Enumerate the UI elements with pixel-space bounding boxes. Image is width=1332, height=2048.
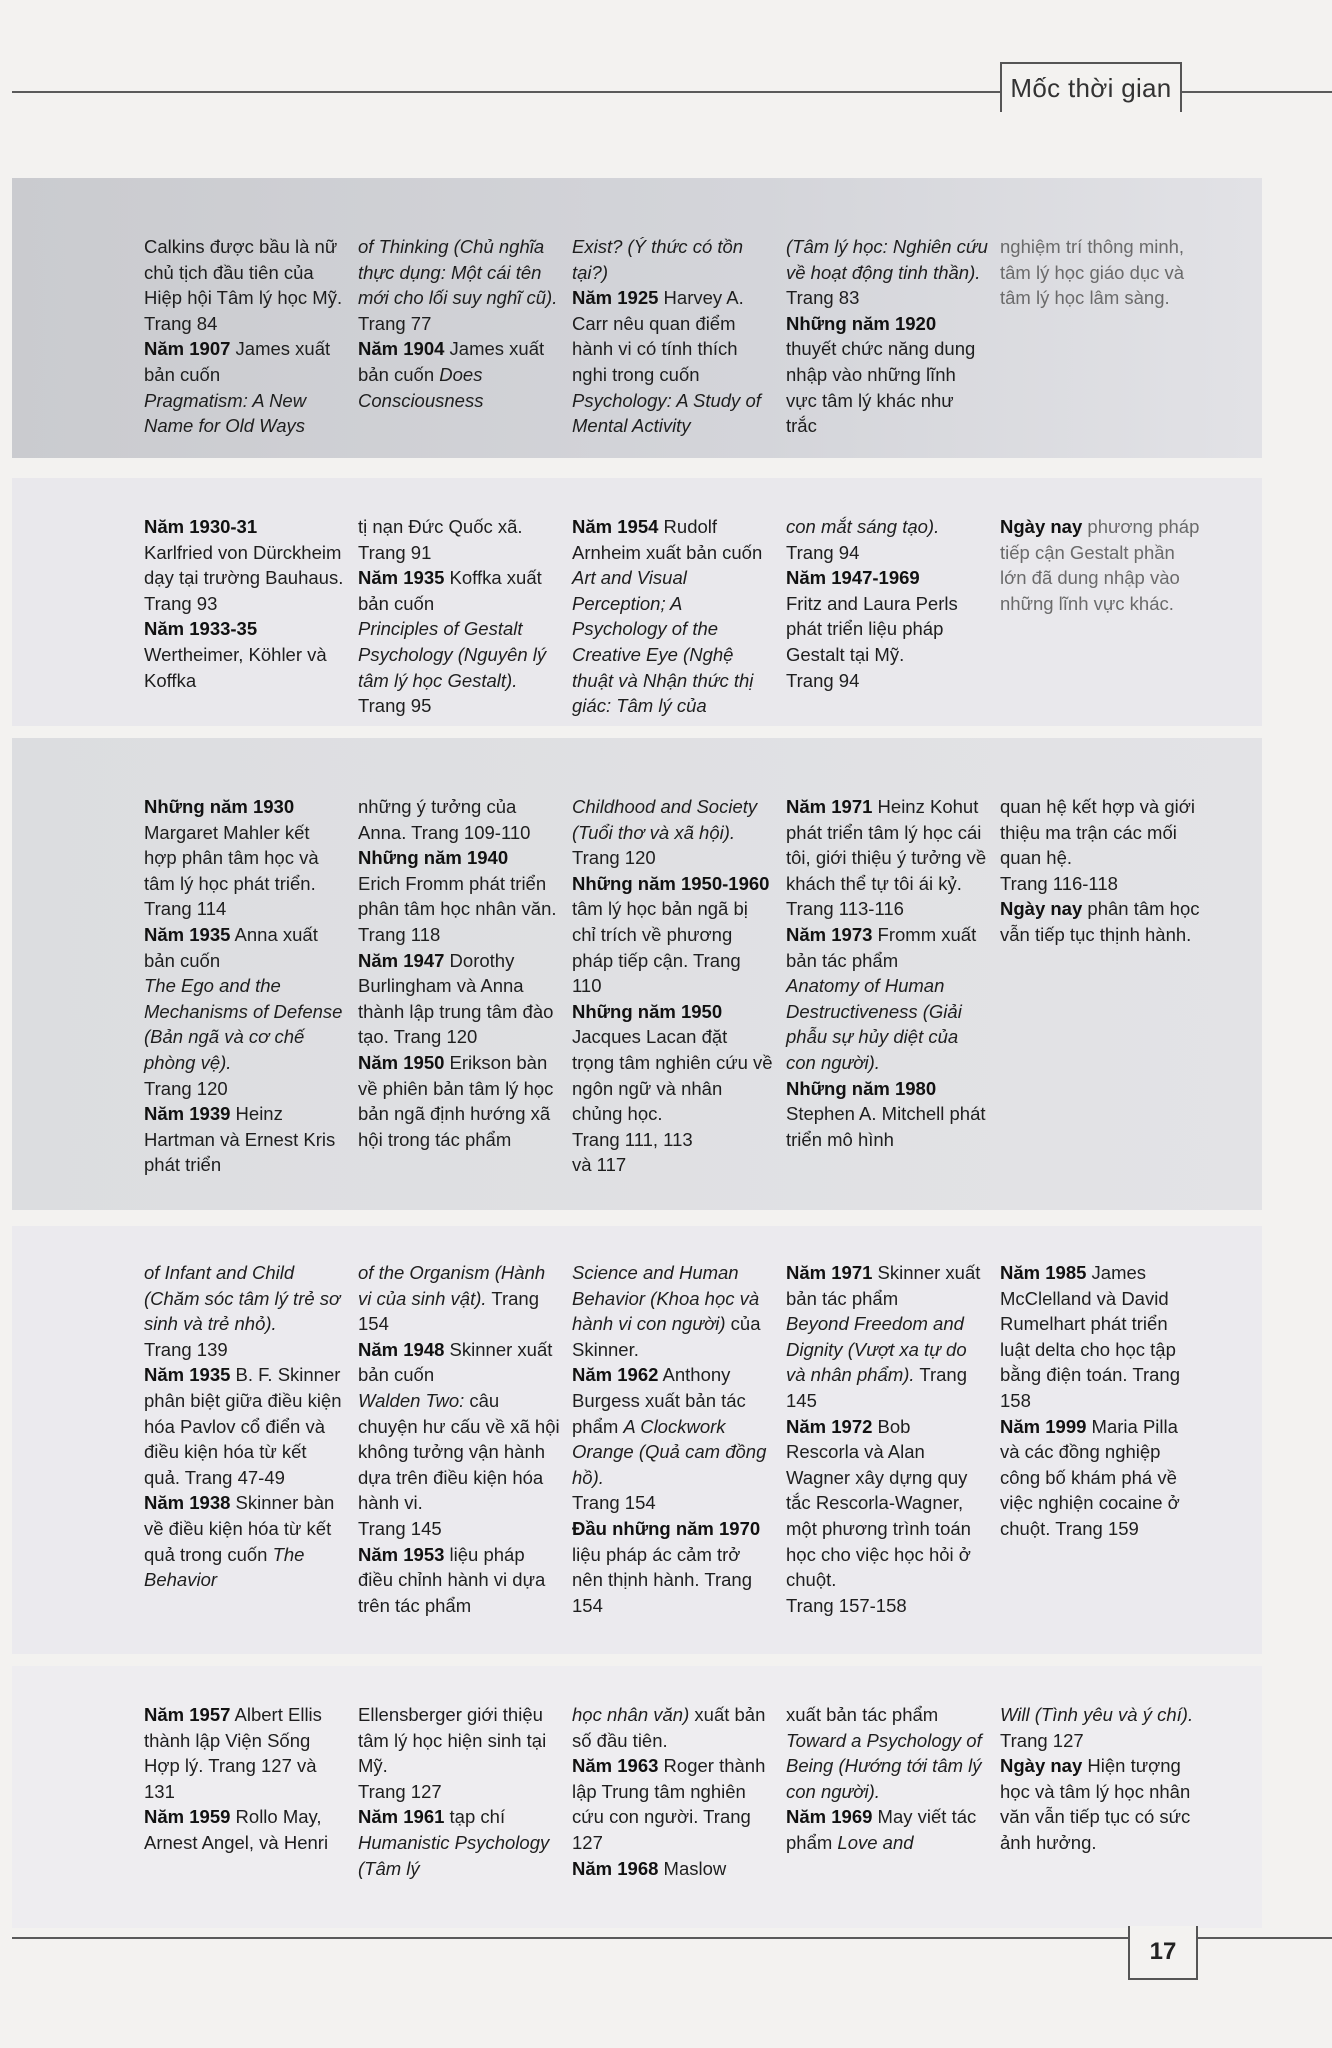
timeline-date: Năm 1985 <box>1000 1262 1087 1283</box>
timeline-text: Albert Ellis thành lập Viện Sống Hợp lý. Trang 127 và 131 <box>144 1704 322 1802</box>
timeline-date: Năm 1999 <box>1000 1415 1087 1437</box>
section-title-text: Mốc thời gian <box>1010 72 1172 103</box>
work-title: (Tâm lý học: Nghiên cứu về hoạt động tinh thần). <box>786 236 988 283</box>
timeline-text: Margaret Mahler kết hợp phân tâm học và tâm lý học phát triển. Trang 114 <box>144 821 319 920</box>
timeline-text: Anna xuất bản cuốn <box>144 923 318 971</box>
timeline-date: Năm 1962 <box>572 1364 659 1386</box>
timeline-column <box>572 234 786 458</box>
work-title: Love and <box>837 1831 914 1853</box>
timeline-text: Anthony Burgess xuất bản tác phẩm <box>572 1364 746 1437</box>
timeline-text: Stephen A. Mitchell phát triển mô hình <box>786 1103 986 1150</box>
timeline-date: Năm 1933-35 <box>144 618 258 640</box>
timeline-text: May viết tác phẩm <box>786 1806 977 1853</box>
work-title: Principles of Gestalt Psychology (Nguyên lý tâm lý học Gestalt). <box>358 618 547 691</box>
work-title: of the Organism (Hành vi của sinh vật). <box>358 1262 546 1309</box>
timeline-column <box>786 514 1000 726</box>
timeline-column <box>1000 514 1214 726</box>
timeline-column <box>144 514 358 726</box>
timeline-date: Năm 1930-31 <box>144 516 258 537</box>
timeline-date: Năm 1971 <box>786 796 873 817</box>
timeline-text: Trang 94 <box>786 541 860 563</box>
timeline-date: Những năm 1920 <box>786 312 937 334</box>
timeline-text: Bob Rescorla và Alan Wagner xây dựng quy tắc Rescorla-Wagner, một phương trình toán học cho việc học hỏi ở chuột. Trang 157-158 <box>786 1415 971 1616</box>
timeline-text: Fritz and Laura Perls phát triển liệu pháp Gestalt tại Mỹ. Trang 94 <box>786 592 958 691</box>
section-title <box>1000 62 1182 112</box>
work-title: Humanistic Psychology (Tâm lý <box>358 1831 550 1879</box>
band-margin <box>12 234 144 458</box>
timeline-text: Erich Fromm phát triển phân tâm học nhân văn. Trang 118 <box>358 872 557 945</box>
timeline-date: Năm 1954 <box>572 516 659 537</box>
timeline-text: Ellensberger giới thiệu tâm lý học hiện sinh tại Mỹ. Trang 127 <box>358 1704 547 1802</box>
timeline-date: Đầu những năm 1970 <box>572 1517 761 1539</box>
timeline-column <box>1000 1260 1214 1654</box>
timeline-text: Trang 83 <box>786 287 860 309</box>
timeline-date: Năm 1947-1969 <box>786 567 920 589</box>
work-title: Walden Two: <box>358 1389 465 1411</box>
work-title: Psychology: A Study of Mental Activity <box>572 389 761 437</box>
work-title: Exist? (Ý thức có tồn tại?) <box>572 236 744 283</box>
timeline-text: Hiện tượng học và tâm lý học nhân văn vẫn tiếp tục có sức ảnh hưởng. <box>1000 1755 1191 1853</box>
timeline-text: phân tâm học vẫn tiếp tục thịnh hành. <box>1000 898 1200 945</box>
work-title: Pragmatism: A New Name for Old Ways <box>144 389 307 437</box>
timeline-column <box>358 1260 572 1654</box>
timeline-text: Trang 120 <box>572 847 656 869</box>
work-title: con mắt sáng tạo). <box>786 516 940 537</box>
timeline-date: Năm 1948 <box>358 1338 445 1360</box>
timeline-column <box>358 234 572 458</box>
timeline-text: Karlfried von Dürckheim dạy tại trường Bauhaus. Trang 93 <box>144 541 344 614</box>
timeline-column <box>572 514 786 726</box>
timeline-date: Những năm 1940 <box>358 847 509 869</box>
timeline-date: Năm 1925 <box>572 287 659 309</box>
timeline-text: Rudolf Arnheim xuất bản cuốn <box>572 516 763 563</box>
timeline-date: Năm 1968 <box>572 1857 659 1879</box>
timeline-text: liệu pháp điều chỉnh hành vi dựa trên tác phẩm <box>358 1543 546 1616</box>
timeline-text: xuất bản tác phẩm <box>786 1704 939 1725</box>
timeline-text: thuyết chức năng dung nhập vào những lĩnh vực tâm lý khác như trắc <box>786 338 976 437</box>
timeline-column <box>786 794 1000 1210</box>
timeline-text: Trang 154 <box>358 1287 539 1335</box>
timeline-date: Năm 1907 <box>144 338 231 360</box>
timeline-column <box>358 794 572 1210</box>
timeline-column <box>572 1260 786 1654</box>
work-title: Will (Tình yêu và ý chí). <box>1000 1704 1194 1725</box>
band-margin <box>12 1702 144 1928</box>
page-number-box <box>1128 1926 1198 1980</box>
timeline-text: Harvey A. Carr nêu quan điểm hành vi có tính thích nghi trong cuốn <box>572 287 744 385</box>
timeline-column <box>1000 794 1214 1210</box>
timeline-band-5 <box>12 1666 1262 1928</box>
timeline-date: Ngày nay <box>1000 516 1083 537</box>
timeline-text: nghiệm trí thông minh, tâm lý học giáo dục và tâm lý học lâm sàng. <box>1000 236 1185 309</box>
timeline-column <box>572 794 786 1210</box>
timeline-date: Những năm 1950 <box>572 1000 723 1022</box>
timeline-text: Calkins được bầu là nữ chủ tịch đầu tiên của Hiệp hội Tâm lý học Mỹ. Trang 84 <box>144 236 343 334</box>
timeline-text: Trang 77 <box>358 312 432 334</box>
timeline-band-2 <box>12 478 1262 726</box>
work-title: Anatomy of Human Destructiveness (Giải phẫu sự hủy diệt của con người). <box>786 975 962 1073</box>
timeline-text: quan hệ kết hợp và giới thiệu ma trận các mối quan hệ. Trang 116-118 <box>1000 796 1195 894</box>
timeline-date: Năm 1972 <box>786 1415 873 1437</box>
timeline-column <box>144 1260 358 1654</box>
timeline-text: Skinner xuất bản cuốn <box>358 1338 553 1386</box>
timeline-text: Jacques Lacan đặt trọng tâm nghiên cứu về ngôn ngữ và nhân chủng học. Trang 111, 113 và 117 <box>572 1026 773 1176</box>
timeline-date: Năm 1935 <box>144 1364 231 1386</box>
timeline-text: Koffka xuất bản cuốn <box>358 567 542 614</box>
timeline-column <box>358 1702 572 1928</box>
band-margin <box>12 514 144 726</box>
timeline-column <box>1000 1702 1214 1928</box>
timeline-text: Heinz Hartman và Ernest Kris phát triển <box>144 1103 336 1176</box>
timeline-band-4 <box>12 1226 1262 1654</box>
timeline-date: Năm 1953 <box>358 1543 445 1565</box>
timeline-text: Skinner xuất bản tác phẩm <box>786 1262 981 1309</box>
timeline-text: liệu pháp ác cảm trở nên thịnh hành. Trang 154 <box>572 1543 753 1616</box>
work-title: of Infant and Child (Chăm sóc tâm lý trẻ sơ sinh và trẻ nhỏ). <box>144 1262 341 1335</box>
timeline-column <box>1000 234 1214 458</box>
work-title: of Thinking (Chủ nghĩa thực dụng: Một cái tên mới cho lối suy nghĩ cũ). <box>358 236 558 309</box>
timeline-text: Maria Pilla và các đồng nghiệp công bố khám phá về việc nghiện cocaine ở chuột. Trang 159 <box>1000 1415 1180 1539</box>
work-title: học nhân văn) <box>572 1704 690 1725</box>
timeline-text: Dorothy Burlingham và Anna thành lập trung tâm đào tạo. Trang 120 <box>358 949 554 1048</box>
timeline-band-1 <box>12 178 1262 458</box>
timeline-column <box>144 1702 358 1928</box>
timeline-text: Heinz Kohut phát triển tâm lý học cái tôi, giới thiệu ý tưởng về khách thể tự tôi ái kỷ. Trang 113-116 <box>786 796 987 920</box>
timeline-column <box>786 1260 1000 1654</box>
timeline-text: câu chuyện hư cấu về xã hội không tưởng vận hành dựa trên điều kiện hóa hành vi. Trang 145 <box>358 1389 560 1539</box>
timeline-date: Những năm 1950-1960 <box>572 872 770 894</box>
timeline-text: Wertheimer, Köhler và Koffka <box>144 643 327 691</box>
timeline-text: Trang 95 <box>358 695 432 717</box>
timeline-text: Rollo May, Arnest Angel, và Henri <box>144 1806 329 1853</box>
timeline-date: Ngày nay <box>1000 1755 1083 1777</box>
timeline-column <box>144 234 358 458</box>
timeline-date: Những năm 1980 <box>786 1077 937 1099</box>
timeline-date: Năm 1971 <box>786 1262 873 1283</box>
timeline-date: Năm 1935 <box>358 567 445 589</box>
timeline-text: Maslow <box>658 1857 727 1879</box>
timeline-date: Năm 1950 <box>358 1051 445 1073</box>
timeline-date: Năm 1959 <box>144 1806 231 1828</box>
timeline-text: Trang 139 <box>144 1338 228 1360</box>
timeline-text: Fromm xuất bản tác phẩm <box>786 923 977 971</box>
timeline-text: phương pháp tiếp cận Gestalt phần lớn đã dung nhập vào những lĩnh vực khác. <box>1000 516 1200 614</box>
timeline-column <box>786 234 1000 458</box>
work-title: Beyond Freedom and Dignity (Vượt xa tự do và nhân phẩm). <box>786 1313 967 1386</box>
timeline-date: Năm 1969 <box>786 1806 873 1828</box>
timeline-text: những ý tưởng của Anna. Trang 109-110 <box>358 796 531 843</box>
work-title: Science and Human Behavior (Khoa học và hành vi con người) <box>572 1262 760 1335</box>
timeline-date: Năm 1963 <box>572 1755 659 1777</box>
work-title: Childhood and Society (Tuổi thơ và xã hội). <box>572 796 758 843</box>
timeline-column <box>786 1702 1000 1928</box>
timeline-text: James McClelland và David Rumelhart phát triển luật delta cho học tập bằng điện toán. Trang 158 <box>1000 1262 1181 1411</box>
timeline-column <box>144 794 358 1210</box>
band-margin <box>12 794 144 1210</box>
work-title: A Clockwork Orange (Quả cam đồng hồ). <box>572 1415 767 1488</box>
timeline-date: Năm 1947 <box>358 949 445 971</box>
timeline-text: James xuất bản cuốn <box>144 338 331 385</box>
timeline-date: Năm 1935 <box>144 923 231 945</box>
timeline-text: Trang 127 <box>1000 1729 1084 1751</box>
page-number: 17 <box>1149 1938 1177 1965</box>
timeline-date: Năm 1939 <box>144 1103 231 1125</box>
timeline-text: Erikson bàn về phiên bản tâm lý học bản ngã định hướng xã hội trong tác phẩm <box>358 1051 554 1150</box>
timeline-date: Những năm 1930 <box>144 796 295 817</box>
timeline-text: Trang 145 <box>786 1364 968 1411</box>
timeline-date: Năm 1961 <box>358 1806 445 1828</box>
timeline-text: xuất bản số đầu tiên. <box>572 1704 766 1751</box>
work-title: Art and Visual Perception; A Psychology of the Creative Eye (Nghệ thuật và Nhận thức thị giác: Tâm lý của <box>572 567 754 717</box>
timeline-text: tâm lý học bản ngã bị chỉ trích về phương pháp tiếp cận. Trang 110 <box>572 898 748 997</box>
timeline-text: tạp chí <box>444 1806 506 1828</box>
timeline-text: B. F. Skinner phân biệt giữa điều kiện hóa Pavlov cổ điển và điều kiện hóa từ kết quả. Trang 47-49 <box>144 1364 342 1488</box>
timeline-text: của Skinner. <box>572 1313 761 1360</box>
timeline-date: Năm 1938 <box>144 1492 231 1514</box>
work-title: Does Consciousness <box>358 363 484 411</box>
work-title: The Behavior <box>144 1543 305 1591</box>
timeline-date: Năm 1973 <box>786 923 873 945</box>
band-margin <box>12 1260 144 1654</box>
timeline-column <box>572 1702 786 1928</box>
timeline-text: Roger thành lập Trung tâm nghiên cứu con người. Trang 127 <box>572 1755 766 1853</box>
timeline-text: Trang 154 <box>572 1492 656 1514</box>
timeline-date: Năm 1957 <box>144 1704 231 1725</box>
work-title: The Ego and the Mechanisms of Defense (Bản ngã và cơ chế phòng vệ). <box>144 975 343 1073</box>
timeline-band-3 <box>12 738 1262 1210</box>
timeline-text: tị nạn Đức Quốc xã. Trang 91 <box>358 516 523 563</box>
timeline-date: Năm 1904 <box>358 338 445 360</box>
timeline-column <box>358 514 572 726</box>
timeline-text: Trang 120 <box>144 1077 228 1099</box>
timeline-text: James xuất bản cuốn <box>358 338 545 385</box>
work-title: Toward a Psychology of Being (Hướng tới tâm lý con người). <box>786 1729 982 1802</box>
timeline-date: Ngày nay <box>1000 898 1083 920</box>
timeline-text: Skinner bàn về điều kiện hóa từ kết quả trong cuốn <box>144 1492 335 1565</box>
